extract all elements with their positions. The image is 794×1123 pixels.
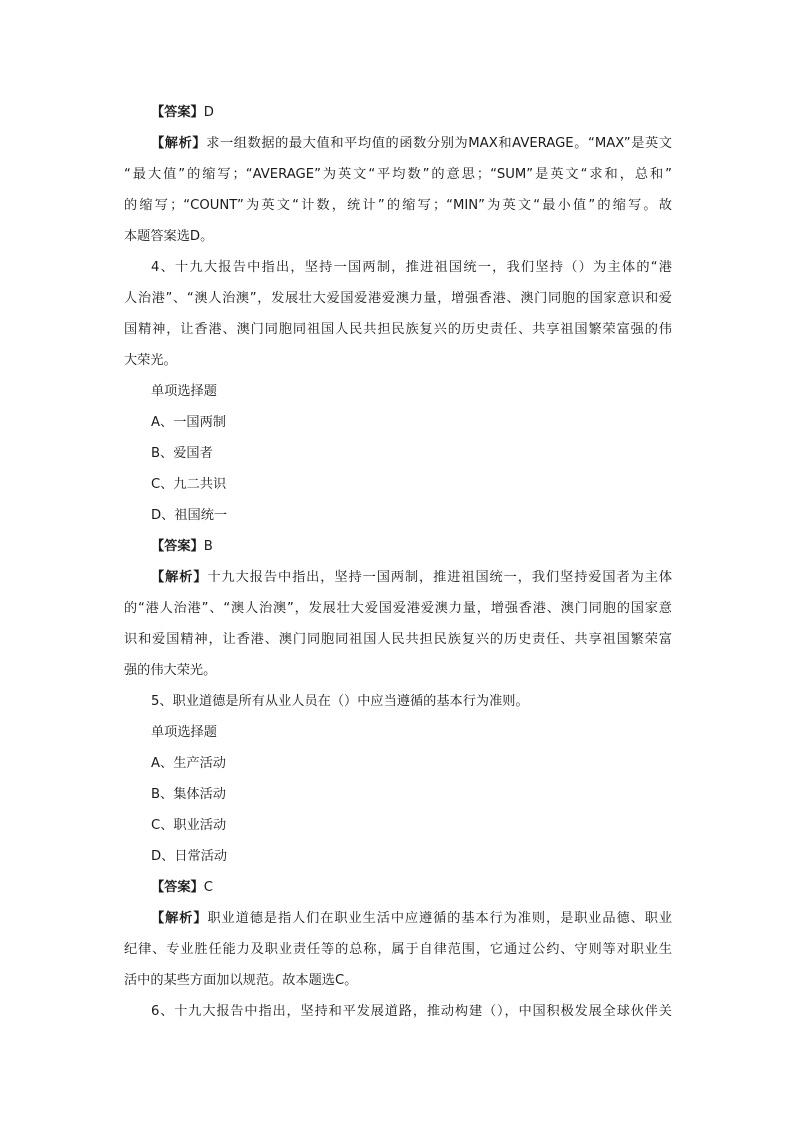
analysis-line bbox=[124, 965, 672, 996]
analysis-line bbox=[124, 655, 672, 686]
question-text: 国精神，让香港、澳门同胞同祖国人民共担民族复兴的历史责任、共享祖国繁荣富强的伟 bbox=[124, 322, 672, 337]
question-line bbox=[124, 252, 672, 283]
plain-line bbox=[124, 748, 672, 779]
answer-line bbox=[124, 872, 672, 903]
analysis-text: 十九大报告中指出，坚持一国两制，推进祖国统一，我们坚持爱国者为主体 bbox=[207, 570, 673, 585]
analysis-line bbox=[124, 562, 672, 593]
analysis-text: 活中的某些方面加以规范。故本题选C。 bbox=[124, 973, 358, 988]
plain-text: B、集体活动 bbox=[151, 787, 226, 802]
plain-text: D、日常活动 bbox=[151, 849, 228, 864]
analysis-line bbox=[124, 159, 672, 190]
analysis-tag: 【解析】 bbox=[151, 136, 207, 151]
analysis-text: 识和爱国精神，让香港、澳门同胞同祖国人民共担民族复兴的历史责任、共享祖国繁荣富 bbox=[124, 632, 672, 647]
answer-value: C bbox=[203, 880, 213, 895]
answer-line bbox=[124, 97, 672, 128]
analysis-text: 本题答案选D。 bbox=[124, 229, 214, 244]
plain-text: 单项选择题 bbox=[151, 725, 217, 740]
question-text: 4、十九大报告中指出，坚持一国两制，推进祖国统一，我们坚持（）为主体的“港 bbox=[151, 260, 672, 275]
plain-line bbox=[124, 500, 672, 531]
question-line bbox=[124, 283, 672, 314]
analysis-text: 求一组数据的最大值和平均值的函数分别为MAX和AVERAGE。“MAX”是英文 bbox=[206, 136, 672, 151]
analysis-line bbox=[124, 624, 672, 655]
answer-tag: 【答案】 bbox=[151, 105, 204, 120]
plain-line bbox=[124, 407, 672, 438]
question-line bbox=[124, 996, 672, 1027]
analysis-tag: 【解析】 bbox=[151, 911, 208, 926]
plain-line bbox=[124, 841, 672, 872]
answer-tag: 【答案】 bbox=[151, 880, 204, 895]
analysis-line bbox=[124, 593, 672, 624]
analysis-line bbox=[124, 190, 672, 221]
analysis-text: “最大值”的缩写；“AVERAGE”为英文“平均数”的意思；“SUM”是英文“求和，总和” bbox=[124, 167, 672, 182]
plain-text: B、爱国者 bbox=[151, 446, 213, 461]
analysis-line bbox=[124, 903, 672, 934]
question-line bbox=[124, 686, 672, 717]
question-text: 大荣光。 bbox=[124, 353, 177, 368]
plain-line bbox=[124, 376, 672, 407]
plain-text: A、生产活动 bbox=[151, 756, 226, 771]
answer-value: D bbox=[203, 105, 214, 120]
plain-line bbox=[124, 779, 672, 810]
question-text: 人治港”、“澳人治澳”，发展壮大爱国爱港爱澳力量，增强香港、澳门同胞的国家意识和爱 bbox=[124, 291, 672, 306]
analysis-text: 强的伟大荣光。 bbox=[124, 663, 217, 678]
plain-line bbox=[124, 717, 672, 748]
answer-line bbox=[124, 531, 672, 562]
analysis-text: 的“港人治港”、“澳人治澳”，发展壮大爱国爱港爱澳力量，增强香港、澳门同胞的国家意 bbox=[124, 601, 672, 616]
question-text: 6、十九大报告中指出，坚持和平发展道路，推动构建（），中国积极发展全球伙伴关 bbox=[151, 1004, 672, 1019]
plain-text: C、九二共识 bbox=[151, 477, 227, 492]
question-line bbox=[124, 345, 672, 376]
analysis-line bbox=[124, 934, 672, 965]
analysis-tag: 【解析】 bbox=[151, 570, 208, 585]
plain-text: A、一国两制 bbox=[151, 415, 226, 430]
plain-line bbox=[124, 438, 672, 469]
analysis-text: 纪律、专业胜任能力及职业责任等的总称，属于自律范围，它通过公约、守则等对职业生 bbox=[124, 942, 672, 957]
document-body bbox=[124, 97, 672, 1027]
analysis-line bbox=[124, 128, 672, 159]
question-text: 5、职业道德是所有从业人员在（）中应当遵循的基本行为准则。 bbox=[151, 694, 529, 709]
answer-tag: 【答案】 bbox=[151, 539, 204, 554]
plain-line bbox=[124, 810, 672, 841]
question-line bbox=[124, 314, 672, 345]
plain-text: 单项选择题 bbox=[151, 384, 217, 399]
plain-text: D、祖国统一 bbox=[151, 508, 228, 523]
analysis-text: 的缩写；“COUNT”为英文“计数，统计”的缩写；“MIN”为英文“最小值”的缩写。故 bbox=[124, 198, 672, 213]
plain-line bbox=[124, 469, 672, 500]
analysis-text: 职业道德是指人们在职业生活中应遵循的基本行为准则，是职业品德、职业 bbox=[207, 911, 673, 926]
plain-text: C、职业活动 bbox=[151, 818, 227, 833]
answer-value: B bbox=[203, 539, 213, 554]
analysis-line bbox=[124, 221, 672, 252]
